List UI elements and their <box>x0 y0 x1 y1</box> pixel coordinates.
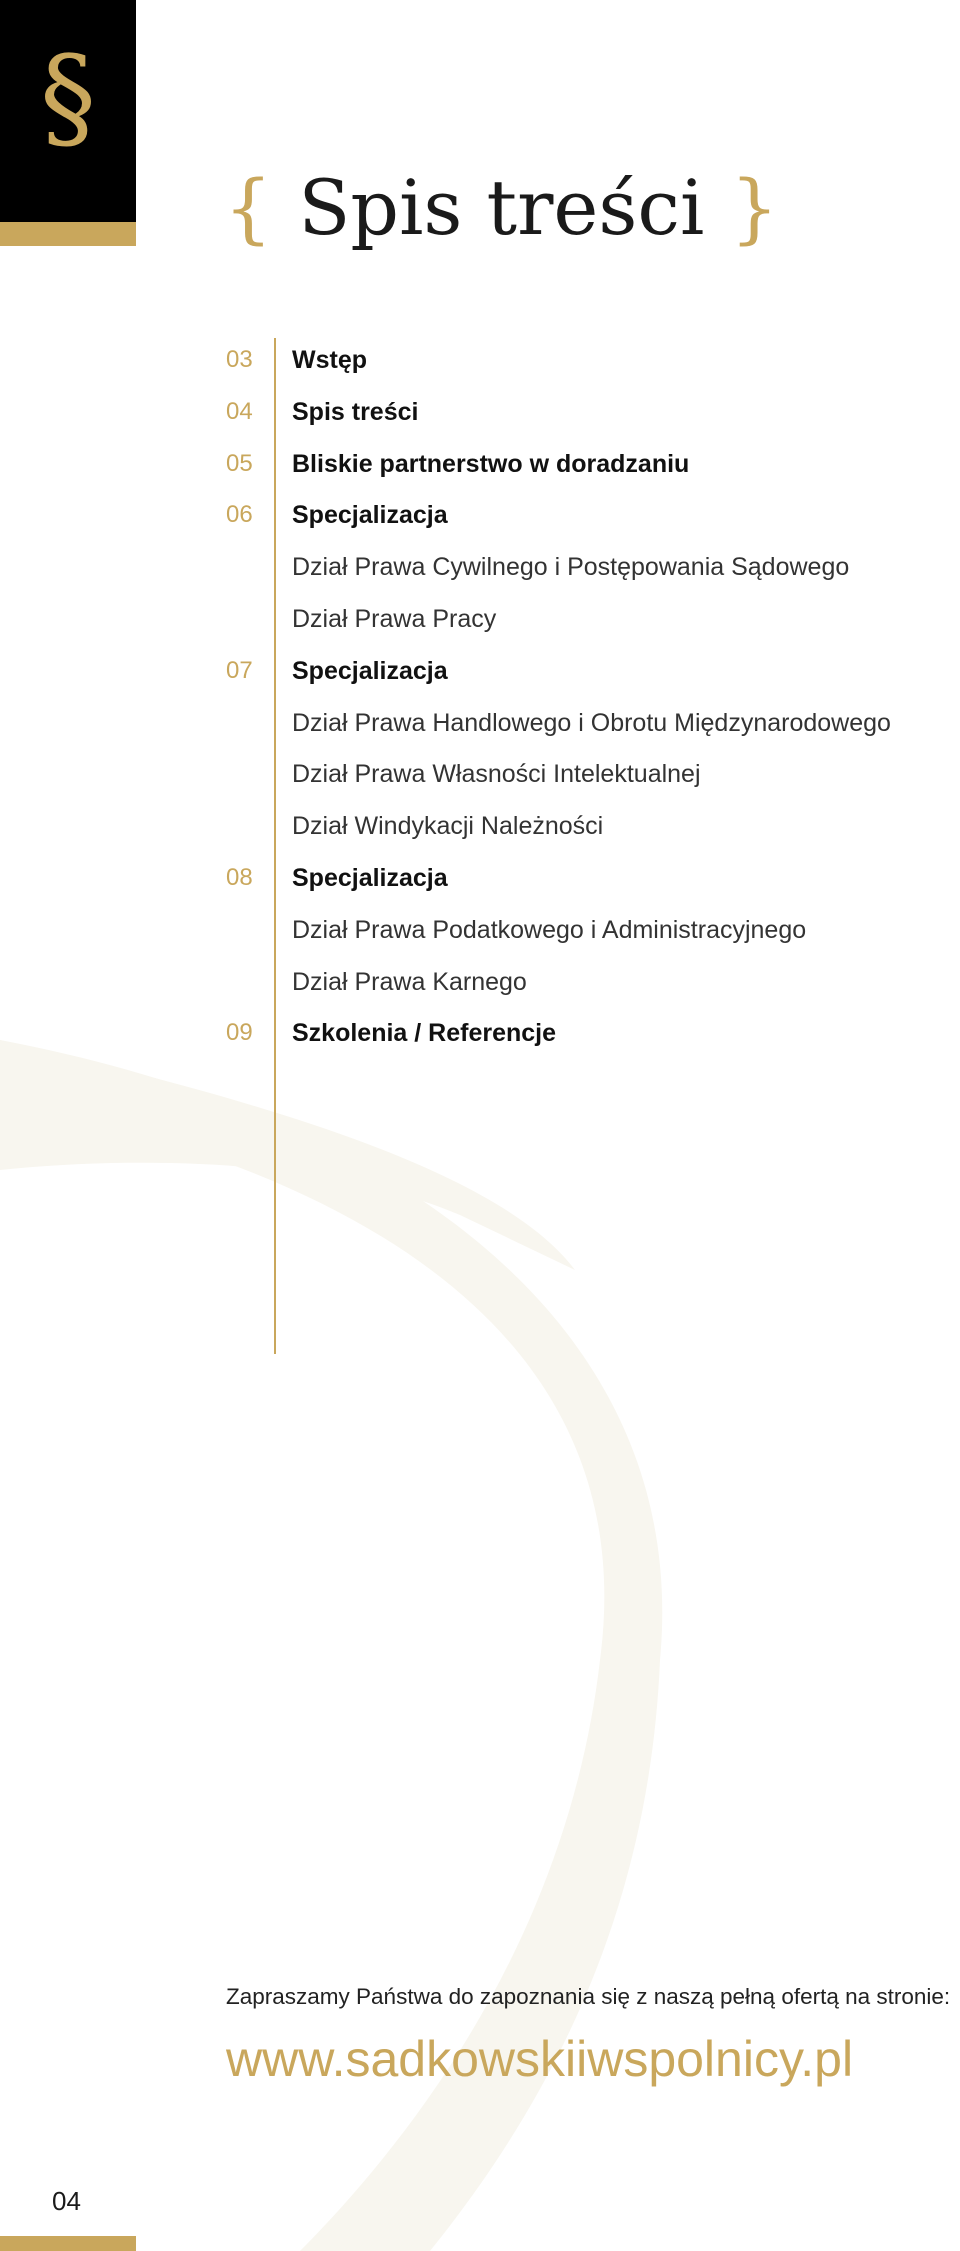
logo-accent-bar <box>0 222 136 246</box>
toc-item-label: Dział Prawa Podatkowego i Administracyjnego <box>292 915 807 944</box>
toc-item-label: Specjalizacja <box>292 863 448 892</box>
bottom-accent-bar <box>0 2236 136 2251</box>
toc-item[interactable] <box>226 386 926 438</box>
toc-item-label: Dział Prawa Handlowego i Obrotu Międzynarodowego <box>292 708 891 737</box>
toc-item-label: Dział Prawa Cywilnego i Postępowania Sądowego <box>292 553 850 582</box>
toc-item-label: Dział Prawa Własności Intelektualnej <box>292 760 701 789</box>
toc-item[interactable] <box>226 748 926 800</box>
toc-item[interactable] <box>226 1007 926 1059</box>
toc-item-label: Dział Windykacji Należności <box>292 812 604 841</box>
title-text: Spis treści <box>298 163 705 252</box>
toc-item-label: Szkolenia / Referencje <box>292 1019 557 1048</box>
toc-item[interactable] <box>226 645 926 697</box>
toc-item[interactable] <box>226 593 926 645</box>
toc-page-number: 09 <box>226 1019 253 1047</box>
toc-item[interactable] <box>226 541 926 593</box>
toc-item-label: Dział Prawa Karnego <box>292 967 527 996</box>
toc-item[interactable] <box>226 489 926 541</box>
toc-item-label: Spis treści <box>292 397 419 426</box>
toc-item[interactable] <box>226 334 926 386</box>
logo-block <box>0 0 136 222</box>
toc-page-number: 04 <box>226 397 253 425</box>
toc-item-label: Specjalizacja <box>292 656 448 685</box>
toc-item-label: Wstęp <box>292 346 367 374</box>
toc-item-label: Dział Prawa Pracy <box>292 604 497 633</box>
toc-item[interactable] <box>226 438 926 490</box>
toc-item-label: Bliskie partnerstwo w doradzaniu <box>292 449 690 478</box>
toc-page-number: 06 <box>226 501 253 529</box>
title-open-brace: { <box>224 163 273 252</box>
page-title <box>224 163 779 252</box>
toc-page-number: 07 <box>226 656 253 684</box>
toc-item[interactable] <box>226 697 926 749</box>
toc-page-number: 08 <box>226 863 253 891</box>
toc-item-label: Specjalizacja <box>292 501 448 530</box>
footer-invite-text: Zapraszamy Państwa do zapoznania się z naszą pełną ofertą na stronie: <box>226 1984 951 2009</box>
website-link[interactable]: www.sadkowskiiwspolnicy.pl <box>226 2031 854 2087</box>
toc-item[interactable] <box>226 956 926 1008</box>
section-sign-logo: § <box>40 33 96 163</box>
table-of-contents <box>226 334 926 1059</box>
toc-item[interactable] <box>226 904 926 956</box>
toc-item[interactable] <box>226 800 926 852</box>
toc-page-number: 03 <box>226 346 253 373</box>
title-close-brace: } <box>730 163 779 252</box>
page-number: 04 <box>52 2186 81 2216</box>
toc-page-number: 05 <box>226 449 253 477</box>
toc-item[interactable] <box>226 852 926 904</box>
